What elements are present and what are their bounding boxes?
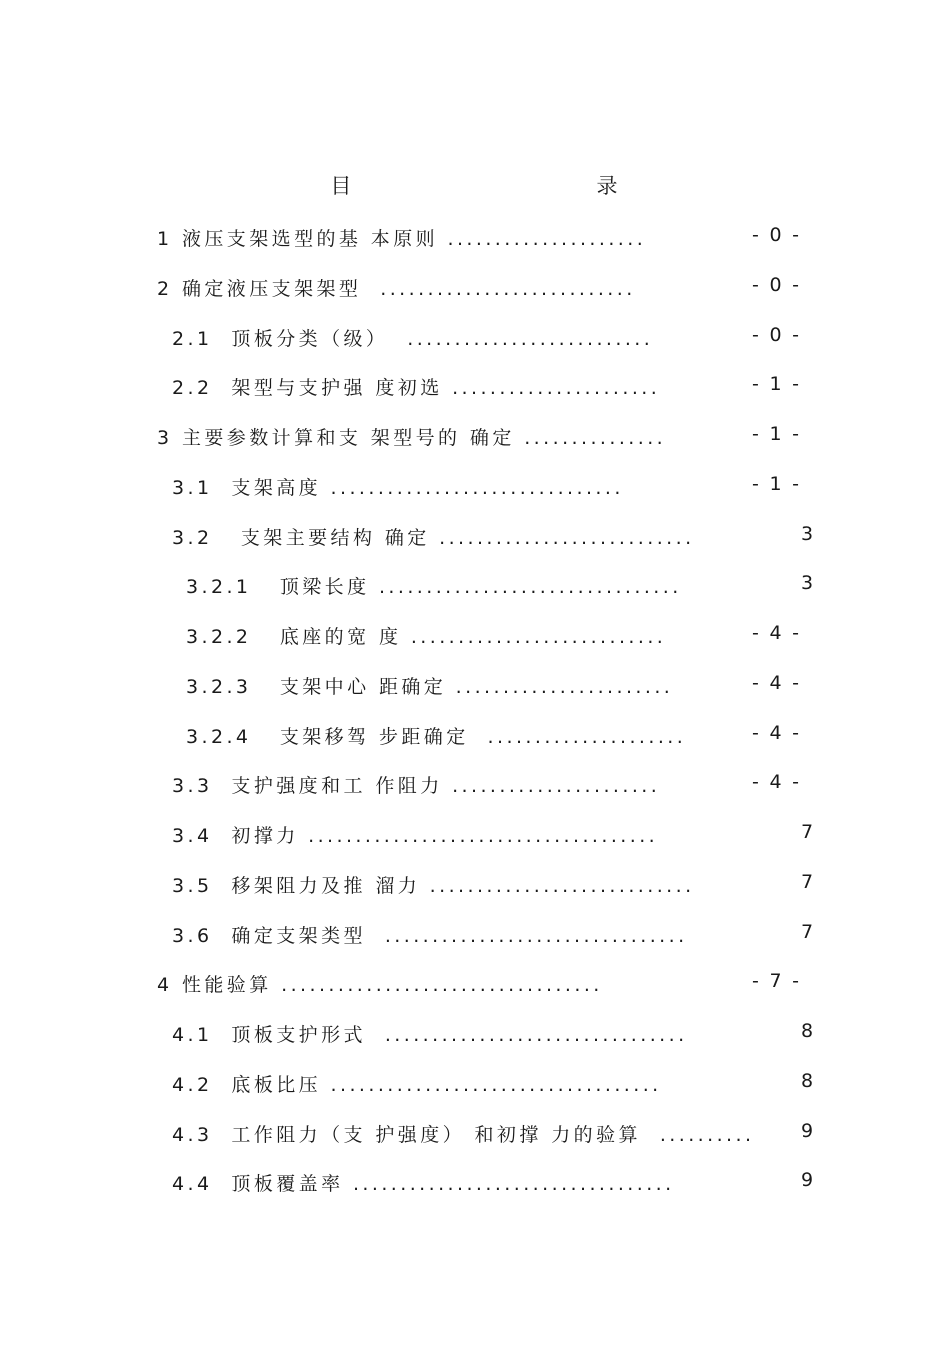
toc-entry-page-number: - 0 -	[752, 224, 802, 246]
toc-entry-page-number: 3	[801, 522, 816, 545]
toc-entry-title: 3.2 支架主要结构 确定 ...........................	[172, 526, 695, 549]
toc-entry-page-number: - 4 -	[752, 671, 802, 694]
toc-entry[interactable]	[0, 212, 950, 262]
toc-entry[interactable]	[0, 759, 950, 809]
toc-entry-page-number: - 4 -	[752, 771, 802, 794]
toc-entry-page-number: - 1 -	[752, 373, 802, 396]
toc-entry[interactable]	[0, 610, 950, 660]
toc-entry-title: 3.2.1 顶梁长度 ................................	[186, 576, 682, 599]
toc-entry-page-number: - 4 -	[752, 721, 802, 744]
toc-entry-page-number: 8	[801, 1020, 816, 1042]
toc-entry-page-number: 3	[801, 572, 816, 595]
toc-entry-title: 4.1 顶板支护形式 ................................	[172, 1024, 688, 1046]
toc-entry-page-number: - 7 -	[752, 970, 802, 993]
toc-entry-page-number: - 4 -	[752, 622, 802, 644]
toc-entry-title: 4.3 工作阻力（支 护强度） 和初撑 力的验算 ..........	[172, 1123, 755, 1146]
toc-list	[0, 212, 950, 1207]
toc-entry[interactable]	[0, 710, 950, 760]
toc-entry[interactable]	[0, 411, 950, 461]
toc-entry-title: 3.3 支护强度和工 作阻力 ......................	[172, 775, 661, 798]
toc-entry[interactable]	[0, 958, 950, 1008]
toc-entry-title: 3.5 移架阻力及推 溜力 ............................	[172, 874, 695, 897]
toc-entry-title: 3.4 初撑力 .....................................	[172, 825, 659, 847]
toc-entry-page-number: 9	[801, 1169, 816, 1192]
toc-entry-title: 3 主要参数计算和支 架型号的 确定 ...............	[157, 427, 667, 449]
toc-title: 目 录	[330, 174, 620, 198]
toc-entry[interactable]	[0, 560, 950, 610]
toc-entry-title: 3.2.4 支架移驾 步距确定 .....................	[186, 725, 687, 748]
toc-entry-page-number: 8	[801, 1069, 816, 1092]
toc-entry[interactable]	[0, 361, 950, 411]
toc-entry[interactable]	[0, 461, 950, 511]
toc-entry-title: 4.4 顶板覆盖率 ..................................	[172, 1173, 675, 1196]
toc-entry-title: 3.1 支架高度 ...............................	[172, 476, 624, 499]
toc-entry[interactable]	[0, 660, 950, 710]
toc-entry-title: 4.2 底板比压 ...................................	[172, 1073, 662, 1096]
toc-entry-title: 2.2 架型与支护强 度初选 ......................	[172, 377, 661, 400]
toc-entry-title: 3.2.3 支架中心 距确定 .......................	[186, 675, 674, 698]
toc-entry[interactable]	[0, 1058, 950, 1108]
toc-entry-title: 2.1 顶板分类（级） ..........................	[172, 327, 654, 350]
toc-entry[interactable]	[0, 809, 950, 859]
toc-entry-page-number: 7	[801, 920, 816, 943]
toc-entry-title: 3.2.2 底座的宽 度 ...........................	[186, 626, 667, 648]
toc-entry-title: 4 性能验算 ..................................	[157, 974, 603, 997]
toc-entry-page-number: - 0 -	[752, 323, 802, 346]
toc-entry[interactable]	[0, 909, 950, 959]
toc-entry-page-number: 9	[801, 1119, 816, 1142]
toc-entry-page-number: - 0 -	[752, 273, 802, 296]
toc-entry[interactable]	[0, 1008, 950, 1058]
toc-entry-page-number: 7	[801, 870, 816, 893]
toc-entry[interactable]	[0, 1157, 950, 1207]
toc-entry-page-number: - 1 -	[752, 472, 802, 495]
toc-entry[interactable]	[0, 859, 950, 909]
toc-entry[interactable]	[0, 262, 950, 312]
toc-entry-page-number: - 1 -	[752, 423, 802, 445]
toc-entry-title: 3.6 确定支架类型 ................................	[172, 924, 688, 947]
toc-entry-page-number: 7	[801, 821, 816, 843]
toc-entry-title: 1 液压支架选型的基 本原则 .....................	[157, 228, 647, 250]
toc-entry-title: 2 确定液压支架架型 ...........................	[157, 277, 636, 300]
toc-entry[interactable]	[0, 1108, 950, 1158]
toc-entry[interactable]	[0, 312, 950, 362]
toc-entry[interactable]	[0, 511, 950, 561]
